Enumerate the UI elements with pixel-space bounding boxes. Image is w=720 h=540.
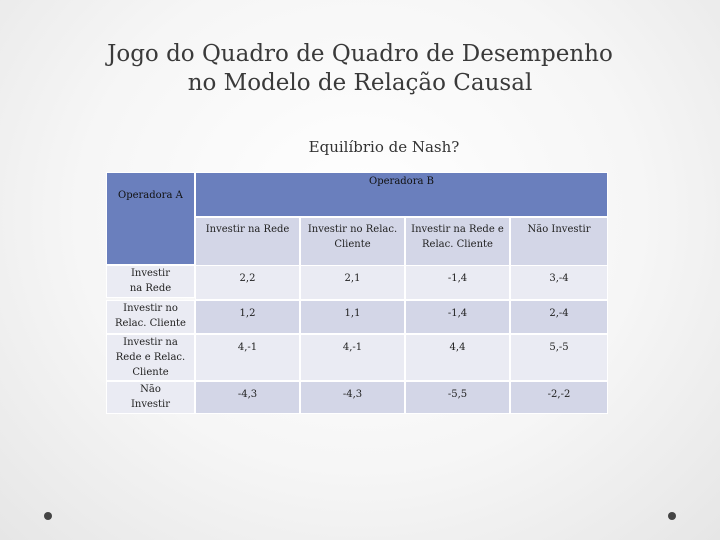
row-header: Não Investir <box>106 381 195 414</box>
decorative-dot-right <box>668 512 676 520</box>
slide-subtitle: Equilíbrio de Nash? <box>308 138 460 156</box>
payoff-cell: 2,1 <box>300 265 405 300</box>
payoff-cell: 2,2 <box>195 265 300 300</box>
payoff-cell: -2,-2 <box>510 381 608 414</box>
row-header: Investir na Rede e Relac. Cliente <box>106 334 195 381</box>
slide-title <box>0 40 720 98</box>
operator-b-header <box>195 172 608 217</box>
decorative-dot-left <box>44 512 52 520</box>
payoff-cell: -5,5 <box>405 381 510 414</box>
column-header: Não Investir <box>510 217 608 267</box>
payoff-cell: 5,-5 <box>510 334 608 381</box>
payoff-cell: -4,3 <box>195 381 300 414</box>
payoff-cell: 2,-4 <box>510 300 608 334</box>
payoff-cell: -4,3 <box>300 381 405 414</box>
column-header: Investir na Rede <box>195 217 300 267</box>
payoff-cell: 1,2 <box>195 300 300 334</box>
row-header: Investir na Rede <box>106 265 195 298</box>
payoff-cell: -1,4 <box>405 265 510 300</box>
payoff-cell: 4,-1 <box>195 334 300 381</box>
payoff-cell: 4,4 <box>405 334 510 381</box>
operator-b-label: Operadora B <box>369 176 434 187</box>
row-header: Investir no Relac. Cliente <box>106 300 195 334</box>
payoff-cell: 4,-1 <box>300 334 405 381</box>
payoff-cell: -1,4 <box>405 300 510 334</box>
payoff-cell: 1,1 <box>300 300 405 334</box>
column-header: Investir no Relac. Cliente <box>300 217 405 267</box>
slide-title-line2: no Modelo de Relação Causal <box>187 70 533 96</box>
column-header: Investir na Rede e Relac. Cliente <box>405 217 510 267</box>
operator-a-label: Operadora A <box>118 190 183 201</box>
slide-title-line1: Jogo do Quadro de Quadro de Desempenho <box>107 41 613 67</box>
payoff-cell: 3,-4 <box>510 265 608 300</box>
row-header-strip <box>106 172 195 265</box>
